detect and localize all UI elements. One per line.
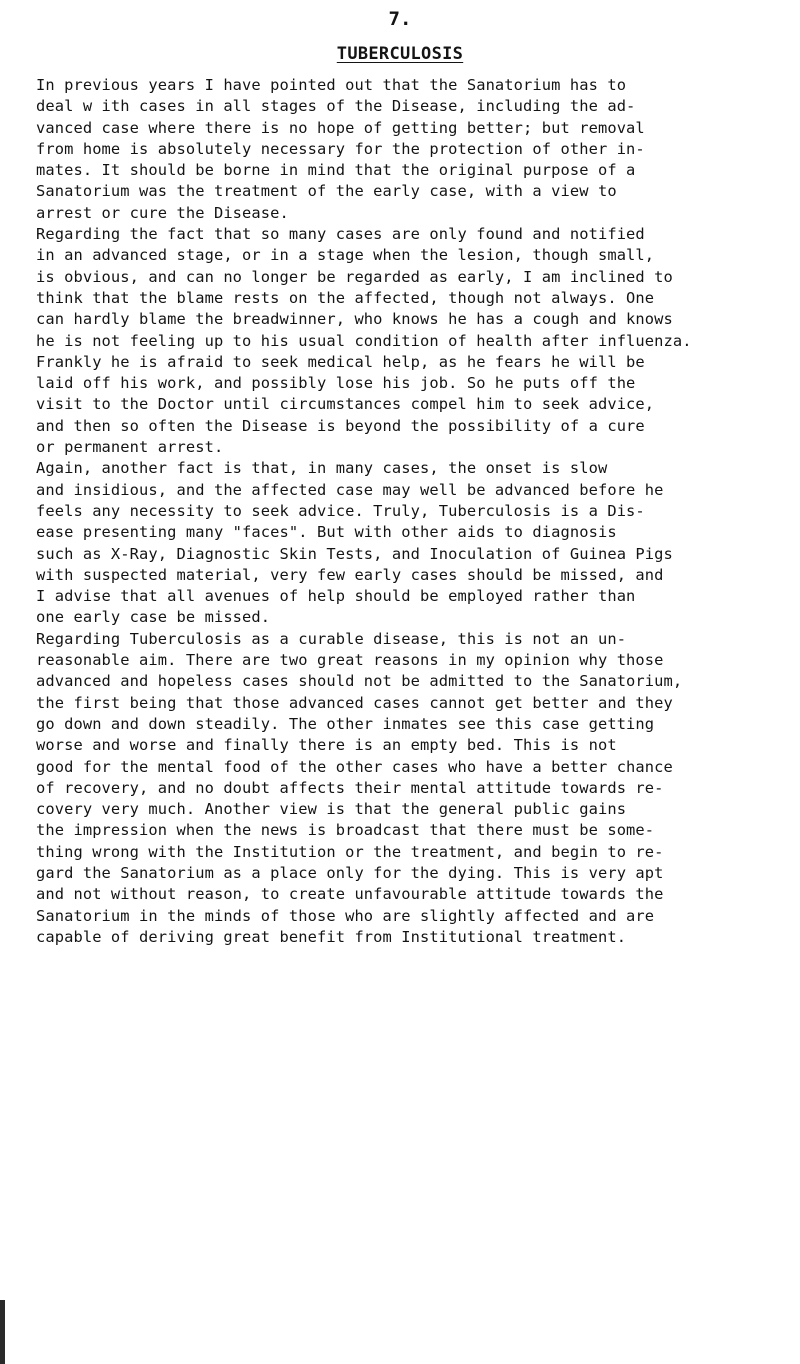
text-line: feels any necessity to seek advice. Truly, Tuberculosis is a Dis- (36, 501, 645, 520)
text-line: go down and down steadily. The other inmates see this case getting (36, 714, 655, 733)
text-line: Regarding Tuberculosis as a curable disease, this is not an un- (36, 629, 627, 648)
body-text (36, 75, 784, 948)
text-line: and then so often the Disease is beyond the possibility of a cure (36, 416, 645, 435)
text-line: visit to the Doctor until circumstances compel him to seek advice, (36, 395, 655, 414)
text-line: and not without reason, to create unfavourable attitude towards the (36, 885, 664, 904)
text-line: Sanatorium was the treatment of the early case, with a view to (36, 182, 617, 201)
page-number: 7. (388, 8, 412, 30)
text-line: arrest or cure the Disease. (36, 203, 289, 222)
text-line: and insidious, and the affected case may well be advanced before he (36, 480, 664, 499)
text-line: covery very much. Another view is that the general public gains (36, 800, 627, 819)
text-line: worse and worse and finally there is an empty bed. This is not (36, 736, 617, 755)
text-line: Again, another fact is that, in many cases, the onset is slow (36, 459, 608, 478)
text-line: one early case be missed. (36, 608, 271, 627)
text-line: deal w ith cases in all stages of the Disease, including the ad- (36, 97, 636, 116)
section-heading-text: TUBERCULOSIS (336, 44, 464, 64)
text-line: with suspected material, very few early cases should be missed, and (36, 565, 664, 584)
text-line: is obvious, and can no longer be regarded as early, I am inclined to (36, 267, 673, 286)
scan-edge-mark (0, 1300, 5, 1364)
text-line: capable of deriving great benefit from Institutional treatment. (36, 927, 627, 946)
text-line: in an advanced stage, or in a stage when the lesion, though small, (36, 246, 655, 265)
text-line: In previous years I have pointed out that the Sanatorium has to (36, 76, 627, 94)
text-line: good for the mental food of the other cases who have a better chance (36, 757, 673, 776)
text-line: he is not feeling up to his usual condition of health after influenza. (36, 331, 692, 350)
text-line: reasonable aim. There are two great reasons in my opinion why those (36, 651, 664, 670)
text-line: Regarding the fact that so many cases are only found and notified (36, 225, 645, 244)
text-line: I advise that all avenues of help should be employed rather than (36, 587, 636, 606)
section-heading (0, 44, 800, 64)
text-line: can hardly blame the breadwinner, who knows he has a cough and knows (36, 310, 673, 329)
text-line: laid off his work, and possibly lose his job. So he puts off the (36, 374, 636, 393)
text-line: mates. It should be borne in mind that the original purpose of a (36, 161, 636, 180)
text-line: of recovery, and no doubt affects their mental attitude towards re- (36, 778, 664, 797)
text-line: advanced and hopeless cases should not be admitted to the Sanatorium, (36, 672, 683, 691)
text-line: ease presenting many "faces". But with other aids to diagnosis (36, 523, 617, 542)
text-line: thing wrong with the Institution or the treatment, and begin to re- (36, 842, 664, 861)
text-line: from home is absolutely necessary for the protection of other in- (36, 139, 645, 158)
text-line: gard the Sanatorium as a place only for the dying. This is very apt (36, 863, 664, 882)
text-line: such as X-Ray, Diagnostic Skin Tests, and Inoculation of Guinea Pigs (36, 544, 673, 563)
text-line: Frankly he is afraid to seek medical help, as he fears he will be (36, 352, 645, 371)
text-line: think that the blame rests on the affected, though not always. One (36, 288, 655, 307)
text-line: or permanent arrest. (36, 438, 224, 457)
text-line: vanced case where there is no hope of getting better; but removal (36, 118, 645, 137)
text-line: Sanatorium in the minds of those who are slightly affected and are (36, 906, 655, 925)
text-line: the impression when the news is broadcast that there must be some- (36, 821, 655, 840)
text-line: the first being that those advanced cases cannot get better and they (36, 693, 673, 712)
